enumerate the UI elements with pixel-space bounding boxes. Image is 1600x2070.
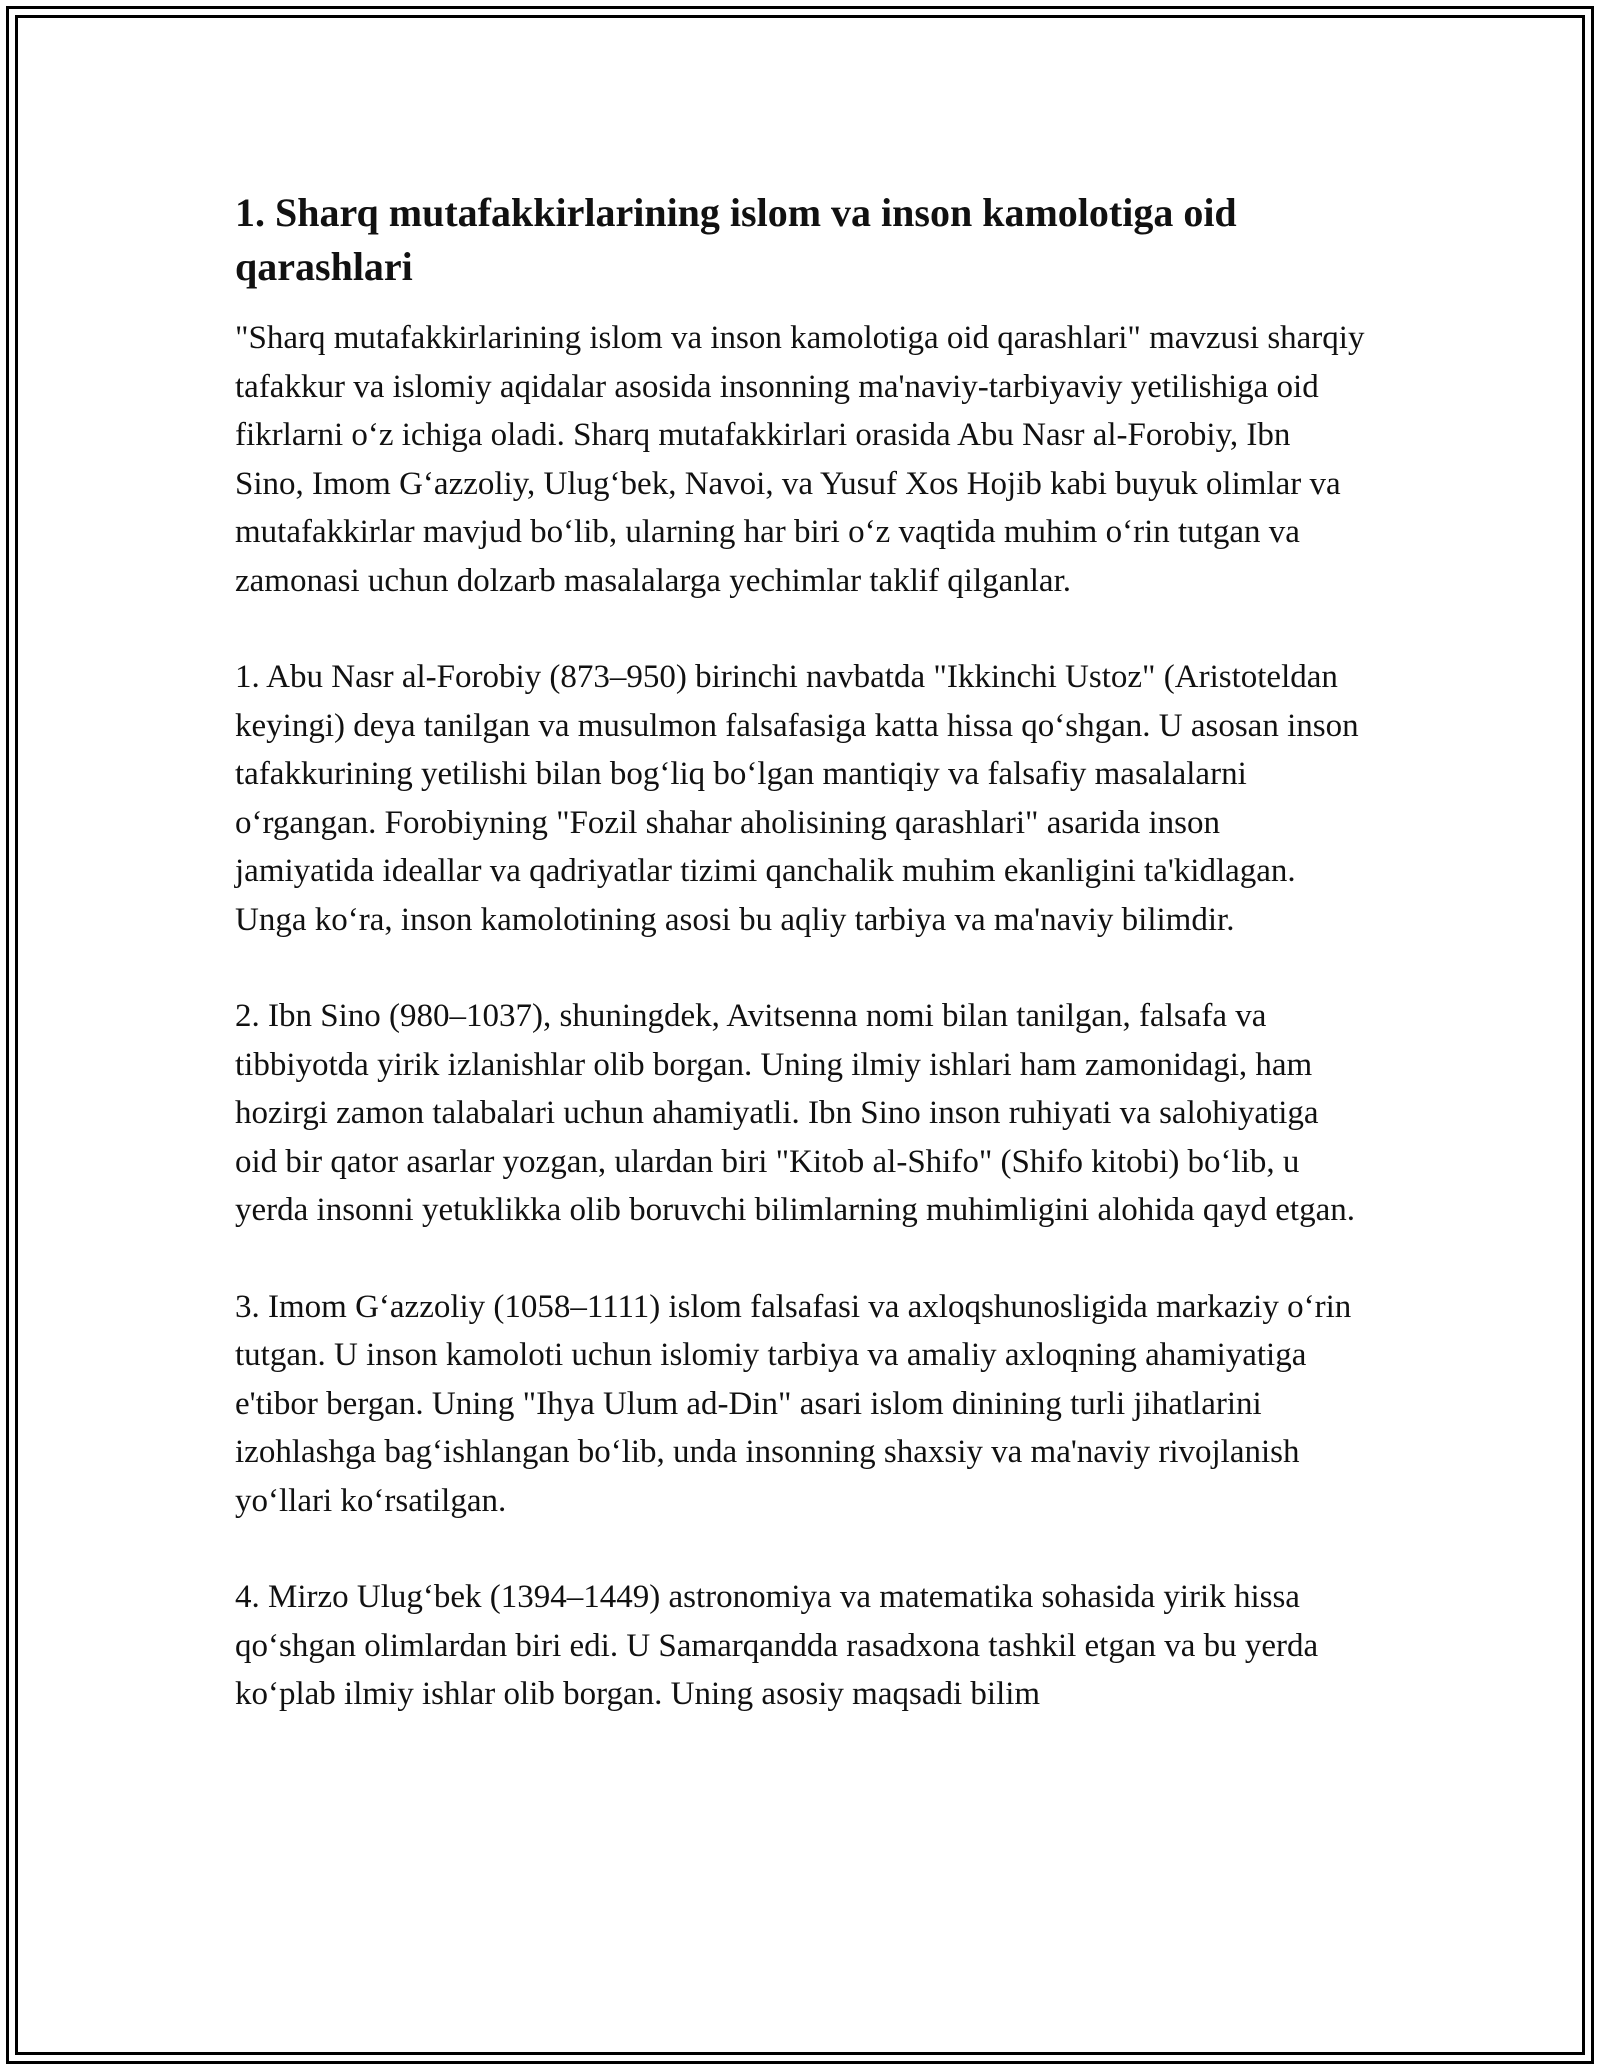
intro-paragraph: "Sharq mutafakkirlarining islom va inson kamolotiga oid qarashlari" mavzusi sharqiy tafakkur va islomiy aqidalar asosida insonning ma'naviy-tarbiyaviy yetilishiga oid fikrlarni oʻz ichiga oladi. Sharq mutafakkirlari orasida Abu Nasr al-Forobiy, Ibn Sino, Imom Gʻazzoliy, Ulugʻbek, Navoi, va Yusuf Xos Hojib kabi buyuk olimlar va mutafakkirlar mavjud boʻlib, ularning har biri oʻz vaqtida muhim oʻrin tutgan va zamonasi uchun dolzarb masalalarga yechimlar taklif qilganlar. <box>235 320 1365 599</box>
document-title: 1. Sharq mutafakkirlarining islom va inson kamolotiga oid qarashlari <box>235 190 1237 289</box>
paragraph-forobiy: 1. Abu Nasr al-Forobiy (873–950) birinchi navbatda "Ikkinchi Ustoz" (Aristoteldan keyingi) deya tanilgan va musulmon falsafasiga katta hissa qoʻshgan. U asosan inson tafakkurining yetilishi bilan bogʻliq boʻlgan mantiqiy va falsafiy masalalarni oʻrgangan. Forobiyning "Fozil shahar aholisining qarashlari" asarida inson jamiyatida ideallar va qadriyatlar tizimi qanchalik muhim ekanligini ta'kidlagan. Unga koʻra, inson kamolotining asosi bu aqliy tarbiya va ma'naviy bilimdir. <box>235 659 1359 938</box>
document-body <box>235 186 1365 1719</box>
paragraph-gazzoliy: 3. Imom Gʻazzoliy (1058–1111) islom falsafasi va axloqshunosligida markaziy oʻrin tutgan. U inson kamoloti uchun islomiy tarbiya va amaliy axloqning ahamiyatiga e'tibor bergan. Uning "Ihya Ulum ad-Din" asari islom dinining turli jihatlarini izohlashga bagʻishlangan boʻlib, unda insonning shaxsiy va ma'naviy rivojlanish yoʻllari koʻrsatilgan. <box>235 1288 1352 1519</box>
paragraph-ibn-sino: 2. Ibn Sino (980–1037), shuningdek, Avitsenna nomi bilan tanilgan, falsafa va tibbiyotda yirik izlanishlar olib borgan. Uning ilmiy ishlari ham zamonidagi, ham hozirgi zamon talabalari uchun ahamiyatli. Ibn Sino inson ruhiyati va salohiyatiga oid bir qator asarlar yozgan, ulardan biri "Kitob al-Shifo" (Shifo kitobi) boʻlib, u yerda insonni yetuklikka olib boruvchi bilimlarning muhimligini alohida qayd etgan. <box>235 998 1355 1228</box>
paragraph-ulugbek: 4. Mirzo Ulugʻbek (1394–1449) astronomiya va matematika sohasida yirik hissa qoʻshgan olimlardan biri edi. U Samarqandda rasadxona tashkil etgan va bu yerda koʻplab ilmiy ishlar olib borgan. Uning asosiy maqsadi bilim <box>235 1579 1319 1712</box>
